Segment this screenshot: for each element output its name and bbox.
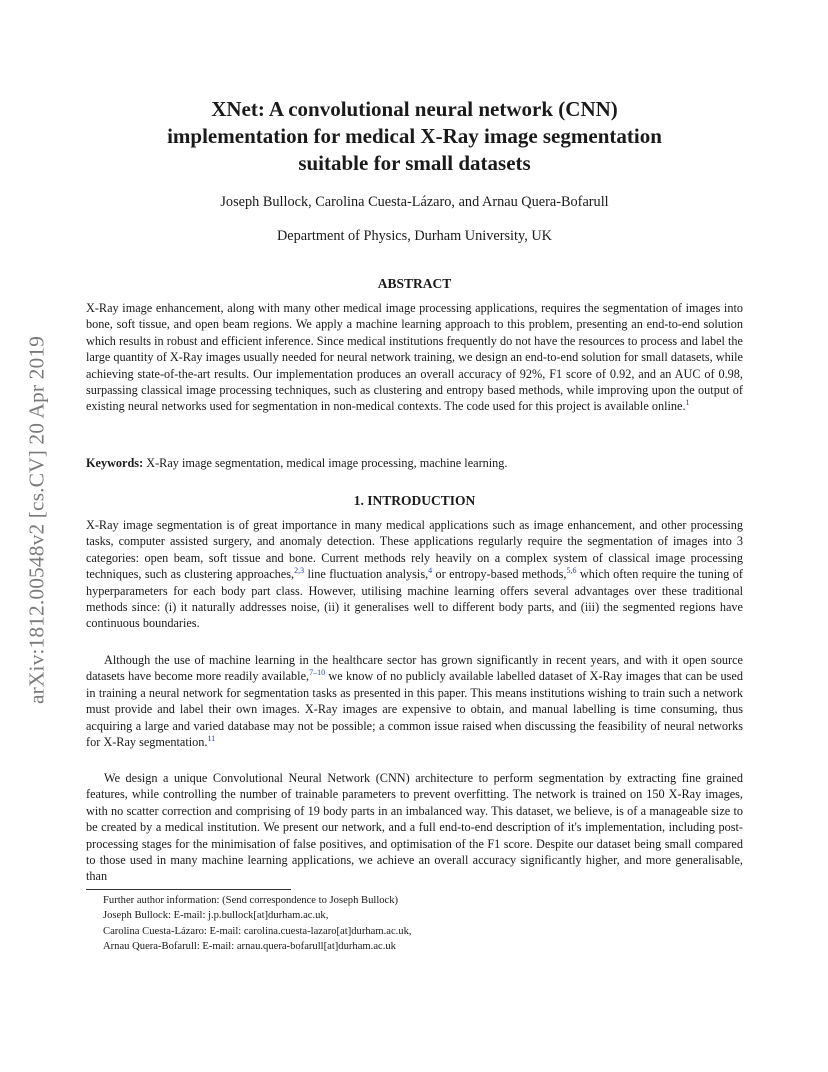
paragraph-text: line fluctuation analysis, xyxy=(304,567,429,582)
footnote-line: Joseph Bullock: E-mail: j.p.bullock[at]durham.ac.uk, xyxy=(103,910,329,922)
abstract-heading: ABSTRACT xyxy=(377,276,452,291)
paragraph-text: we know of no publicly available labelled dataset of X-Ray images that can be used in training a neural network for segmentation tasks as presented in this paper. This means institutions wishing to train such a network must provide and label their own images. X-Ray images are expensive to obtain, and manual labelling is time consuming, thus acquiring a large and varied database may not be possible; a common issue raised when discussing the feasibility of neural networks for X-Ray segmentation. xyxy=(86,669,743,750)
arxiv-stamp-text: arXiv:1812.00548v2 [cs.CV] 20 Apr 2019 xyxy=(24,335,49,705)
author-footnotes xyxy=(103,893,703,954)
keywords-label: Keywords: xyxy=(86,456,144,470)
paper-title xyxy=(86,96,743,177)
citation-link[interactable]: 5,6 xyxy=(566,566,577,576)
citation-link[interactable]: 2,3 xyxy=(294,566,305,576)
footnote-line: Arnau Quera-Bofarull: E-mail: arnau.quera-bofarull[at]durham.ac.uk xyxy=(103,940,396,952)
citation-link[interactable]: 11 xyxy=(207,733,216,743)
footnote-divider xyxy=(86,889,291,890)
author-list: Joseph Bullock, Carolina Cuesta-Lázaro, and Arnau Quera-Bofarull xyxy=(220,194,609,210)
keywords-text: X-Ray image segmentation, medical image processing, machine learning. xyxy=(143,456,508,470)
paragraph-text: X-Ray image segmentation is of great importance in many medical applications such as image enhancement, and other processing tasks, computer assisted surgery, and anomaly detection. These applications regularly require the segmentation of images into 3 categories: open beam, soft tissue and bone. Current methods rely heavily on a complex system of classical image processing techniques, such as clustering approaches, xyxy=(86,518,743,582)
citation-link[interactable]: 4 xyxy=(428,566,433,576)
intro-paragraph: We design a unique Convolutional Neural Network (CNN) architecture to perform segmentation by extracting fine grained features, while controlling the number of trainable parameters to prevent overfitting. The network is trained on 150 X-Ray images, with no scatter correction and comprising of 19 body parts in an imbalanced way. This dataset, we believe, is of a manageable size to be created by a medical institution. We present our network, and a full end-to-end description of it's implementation, including post-processing stages for the minimisation of false positives, and optimisation of the F1 score. Despite our dataset being small compared to those used in many machine learning applications, we achieve an overall accuracy significantly higher, and more generalisable, than xyxy=(86,771,743,884)
affiliation: Department of Physics, Durham University, UK xyxy=(276,228,553,244)
section-heading-introduction: 1. INTRODUCTION xyxy=(353,493,476,508)
paragraph-text: or entropy-based methods, xyxy=(432,567,567,582)
footnote-ref-link[interactable]: 1 xyxy=(685,398,690,408)
footnote-line: Carolina Cuesta-Lázaro: E-mail: carolina.cuesta-lazaro[at]durham.ac.uk, xyxy=(103,925,412,937)
title-line: implementation for medical X-Ray image segmentation xyxy=(167,124,662,148)
citation-link[interactable]: 7–10 xyxy=(309,668,326,678)
abstract-text: X-Ray image enhancement, along with many other medical image processing applications, requires the segmentation of images into bone, soft tissue, and open beam regions. We apply a machine learning approach to this problem, presenting an end-to-end solution which results in robust and efficient inference. Since medical institutions frequently do not have the resources to process and label the large quantity of X-Ray images usually needed for neural network training, we design an end-to-end solution for small datasets, while achieving state-of-the-art results. Our implementation produces an overall accuracy of 92%, F1 score of 0.92, and an AUC of 0.98, surpassing classical image processing techniques, such as clustering and entropy based methods, while improving upon the output of existing neural networks used for segmentation in non-medical contexts. The code used for this project is available online. xyxy=(86,301,743,414)
footnote-line: Further author information: (Send correspondence to Joseph Bullock) xyxy=(103,895,399,906)
keywords xyxy=(86,455,743,471)
title-line: XNet: A convolutional neural network (CNN) xyxy=(211,97,618,121)
intro-paragraph xyxy=(86,517,743,632)
intro-paragraph xyxy=(86,652,743,750)
arxiv-identifier-stamp xyxy=(22,285,52,755)
paragraph-text: which often require the tuning of hyperparameters for each body part class. However, utilising machine learning offers several advantages over these traditional methods since: (i) it naturally addresses noise, (ii) it generalises well to different body parts, and (iii) the segmented regions have continuous boundaries. xyxy=(86,567,743,631)
title-line: suitable for small datasets xyxy=(298,151,531,175)
abstract-body xyxy=(86,300,743,415)
paragraph-text: Although the use of machine learning in the healthcare sector has grown significantly in recent years, and with it open source datasets have become more readily available, xyxy=(86,653,743,684)
